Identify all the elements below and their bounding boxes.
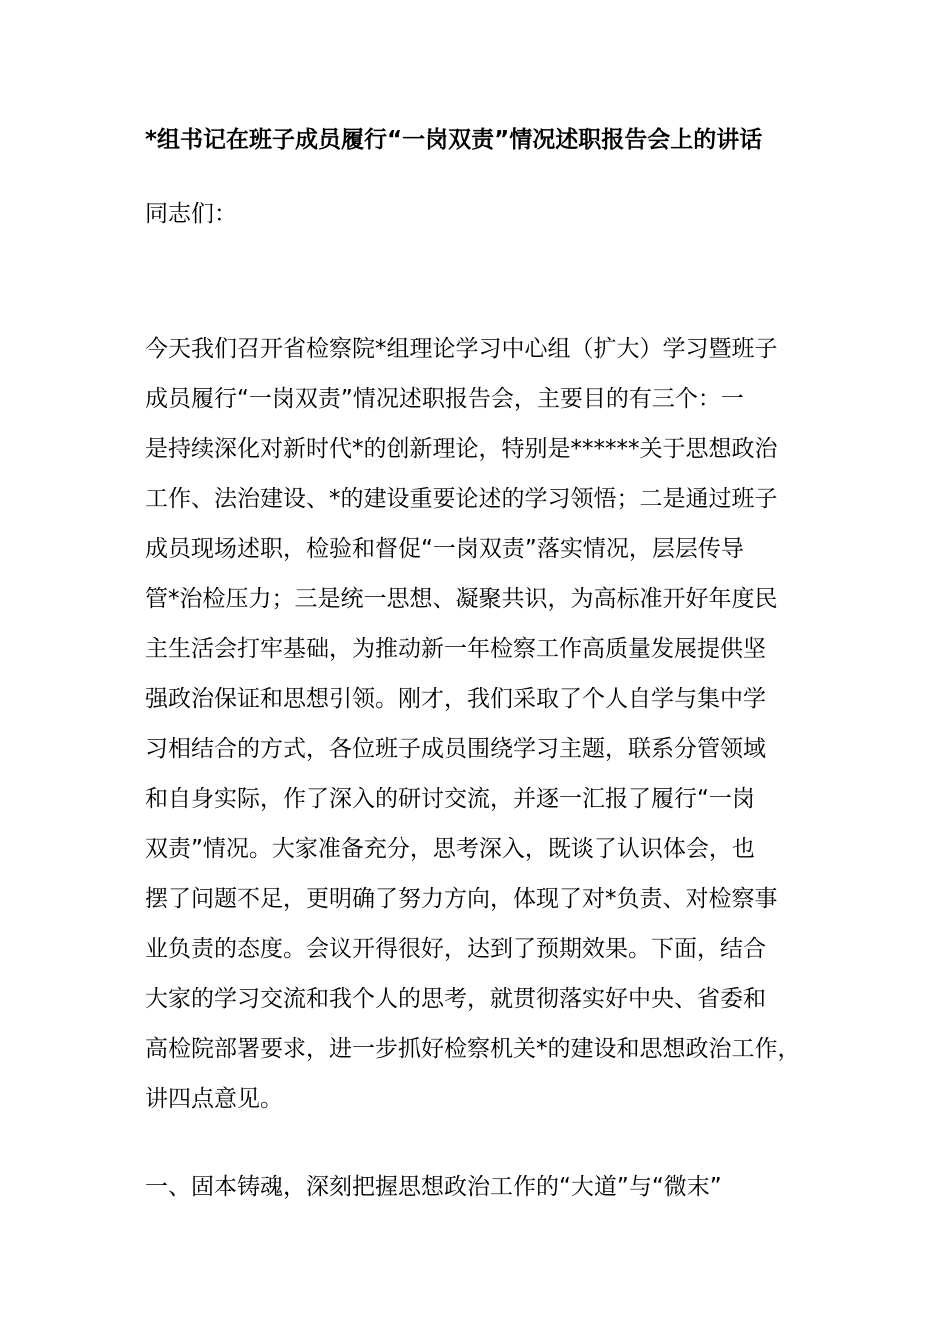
paragraph-line: 管*治检压力；三是统一思想、凝聚共识，为高标准开好年度民 <box>145 586 778 612</box>
paragraph-line: 讲四点意见。 <box>145 1086 283 1112</box>
document-title: *组书记在班子成员履行“一岗双责”情况述职报告会上的讲话 <box>145 127 763 153</box>
paragraph-line: 业负责的态度。会议开得很好，达到了预期效果。下面，结合 <box>145 936 766 962</box>
paragraph-line: 成员履行“一岗双责”情况述职报告会，主要目的有三个：一 <box>145 386 744 412</box>
body-paragraph <box>145 324 825 1124</box>
paragraph-line: 成员现场述职，检验和督促“一岗双责”落实情况，层层传导 <box>145 536 744 562</box>
paragraph-line: 摆了问题不足，更明确了努力方向，体现了对*负责、对检察事 <box>145 886 778 912</box>
paragraph-line: 工作、法治建设、*的建设重要论述的学习领悟；二是通过班子 <box>145 486 778 512</box>
section-heading: 一、固本铸魂，深刻把握思想政治工作的“大道”与“微末” <box>145 1174 722 1200</box>
paragraph-line: 强政治保证和思想引领。刚才，我们采取了个人自学与集中学 <box>145 686 766 712</box>
salutation: 同志们： <box>145 201 237 227</box>
paragraph-line: 高检院部署要求，进一步抓好检察机关*的建设和思想政治工作， <box>145 1036 801 1062</box>
paragraph-line: 今天我们召开省检察院*组理论学习中心组（扩大）学习暨班子 <box>145 336 778 362</box>
paragraph-line: 大家的学习交流和我个人的思考，就贯彻落实好中央、省委和 <box>145 986 766 1012</box>
paragraph-line: 是持续深化对新时代*的创新理论，特别是******关于思想政治 <box>145 436 778 462</box>
paragraph-line: 和自身实际，作了深入的研讨交流，并逐一汇报了履行“一岗 <box>145 786 755 812</box>
paragraph-line: 双责”情况。大家准备充分，思考深入，既谈了认识体会，也 <box>145 836 755 862</box>
paragraph-line: 习相结合的方式，各位班子成员围绕学习主题，联系分管领域 <box>145 736 766 762</box>
paragraph-line: 主生活会打牢基础，为推动新一年检察工作高质量发展提供坚 <box>145 636 766 662</box>
